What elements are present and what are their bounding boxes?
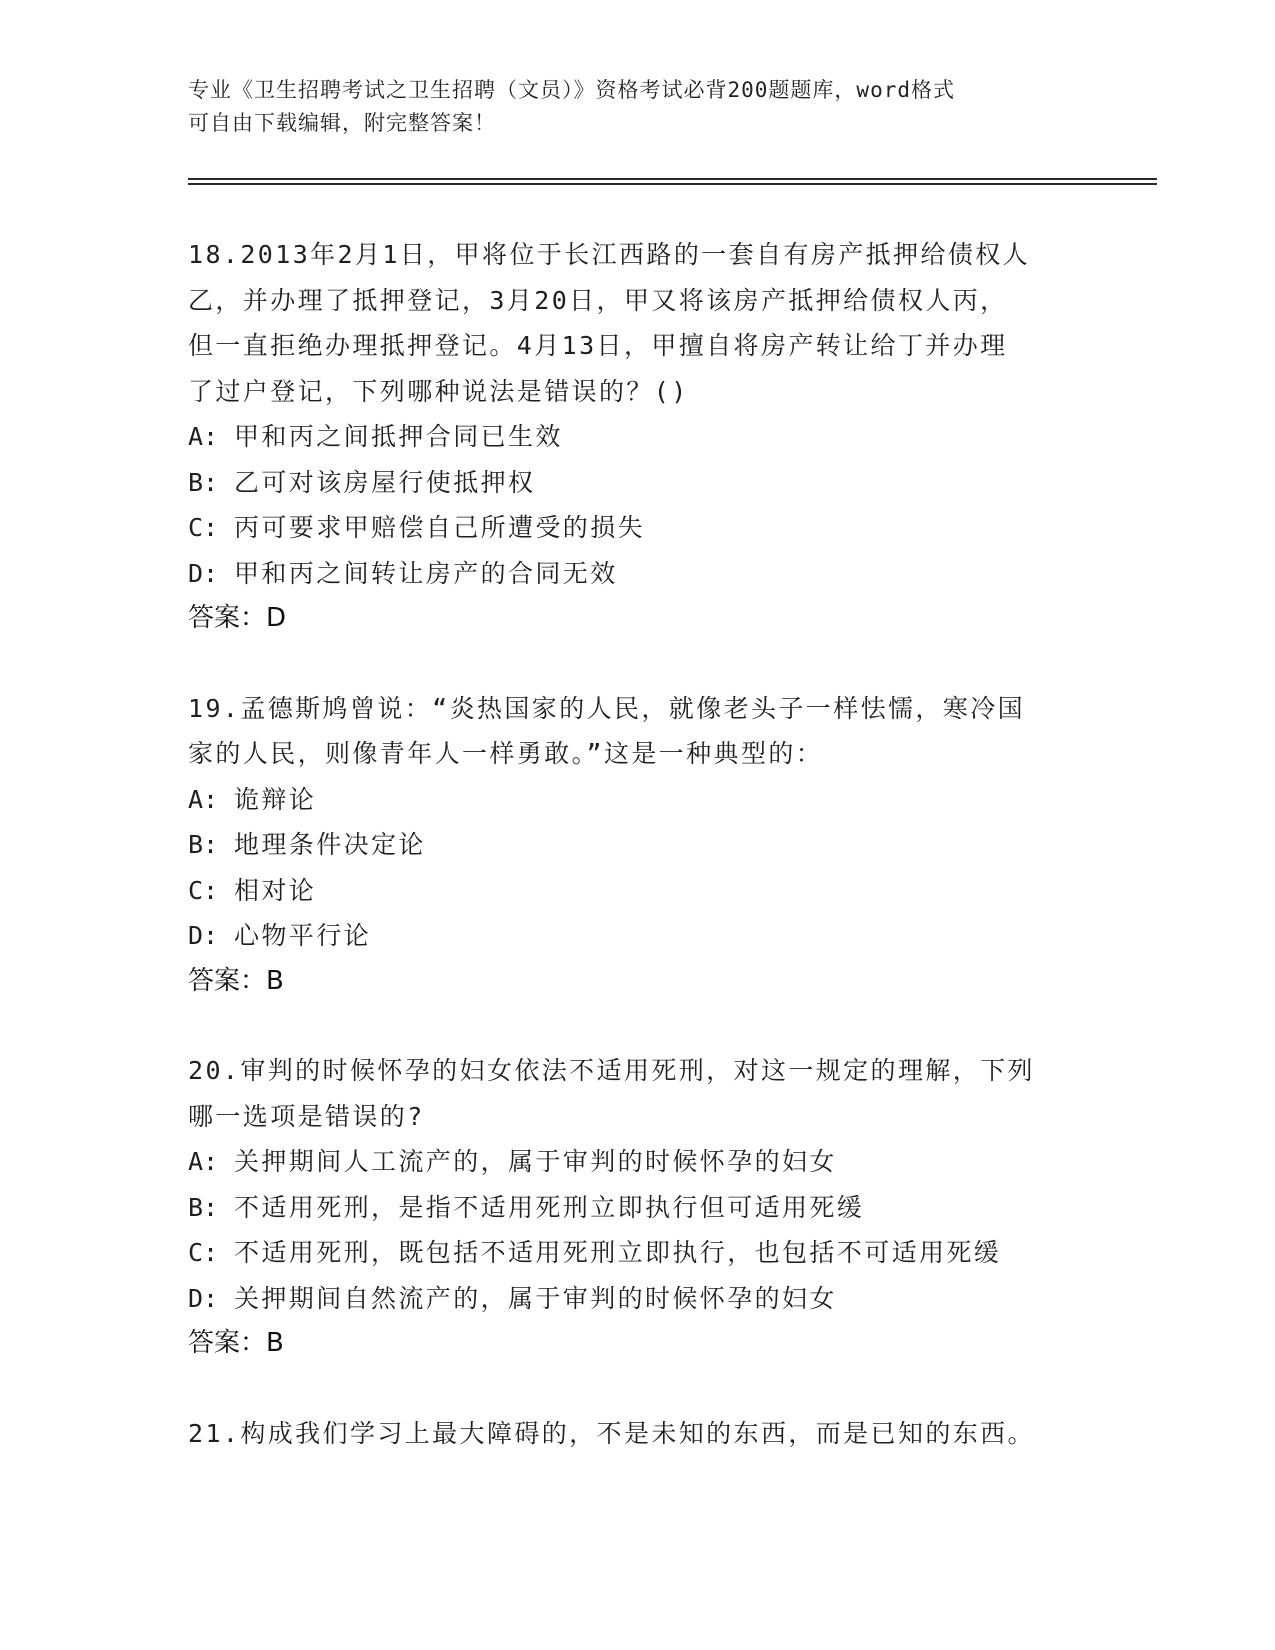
- header-title-line-2: 可自由下载编辑，附完整答案！: [188, 111, 496, 135]
- option-text: 丙可要求甲赔偿自己所遭受的损失: [234, 513, 646, 542]
- option-text: 关押期间人工流产的，属于审判的时候怀孕的妇女: [234, 1147, 837, 1176]
- option-key: D:: [188, 921, 219, 950]
- answer-label: 答案：B: [188, 1328, 284, 1358]
- header-divider-bottom: [188, 183, 1157, 185]
- option-d: [188, 913, 1088, 959]
- option-text: 不适用死刑，是指不适用死刑立即执行但可适用死缓: [234, 1192, 865, 1222]
- answer-label: 答案：B: [188, 965, 284, 996]
- question-text-line: 乙，并办理了抵押登记，3月20日，甲又将该房产抵押给债权人丙，: [188, 285, 1008, 315]
- header-title-line-1: 专业《卫生招聘考试之卫生招聘（文员）》资格考试必背200题题库，word格式: [188, 78, 955, 102]
- option-key: C:: [188, 513, 219, 542]
- question-18: [188, 232, 1088, 642]
- option-b: [188, 822, 1088, 868]
- question-text-line: 家的人民，则像青年人一样勇敢。”这是一种典型的：: [188, 739, 824, 768]
- option-key: A:: [188, 1147, 219, 1176]
- answer-label: 答案：D: [188, 603, 287, 633]
- option-text: 诡辩论: [234, 784, 317, 814]
- option-text: 甲和丙之间抵押合同已生效: [234, 422, 563, 451]
- option-text: 关押期间自然流产的，属于审判的时候怀孕的妇女: [234, 1283, 837, 1313]
- option-key: A:: [188, 784, 219, 814]
- option-b: [188, 460, 1088, 506]
- option-key: D:: [188, 558, 219, 588]
- question-19: [188, 686, 1088, 1005]
- question-text-line: 20.审判的时候怀孕的妇女依法不适用死刑，对这一规定的理解，下列: [188, 1056, 1035, 1085]
- option-c: [188, 505, 1088, 551]
- question-20: [188, 1048, 1088, 1367]
- question-text-line: 18.2013年2月1日，甲将位于长江西路的一套自有房产抵押给债权人: [188, 240, 1031, 269]
- option-text: 地理条件决定论: [234, 830, 426, 859]
- option-c: [188, 1230, 1088, 1276]
- document-header: [188, 74, 1088, 140]
- option-b: [188, 1185, 1088, 1231]
- option-key: A:: [188, 422, 219, 451]
- option-key: C:: [188, 1238, 219, 1267]
- question-text-line: 19.孟德斯鸠曾说：“炎热国家的人民，就像老头子一样怯懦，寒冷国: [188, 693, 1026, 723]
- option-c: [188, 868, 1088, 914]
- option-a: [188, 1139, 1088, 1185]
- question-list: [188, 232, 1088, 1500]
- option-d: [188, 551, 1088, 597]
- option-text: 甲和丙之间转让房产的合同无效: [234, 558, 618, 588]
- option-text: 心物平行论: [234, 921, 372, 950]
- question-21: [188, 1411, 1088, 1457]
- question-text-line: 但一直拒绝办理抵押登记。4月13日，甲擅自将房产转让给丁并办理: [188, 331, 1008, 360]
- option-key: B:: [188, 467, 219, 497]
- option-key: B:: [188, 1192, 219, 1222]
- option-key: C:: [188, 875, 219, 905]
- question-text-line: 哪一选项是错误的?: [188, 1101, 425, 1131]
- option-a: [188, 777, 1088, 823]
- option-key: B:: [188, 830, 219, 859]
- option-key: D:: [188, 1283, 219, 1313]
- option-a: [188, 414, 1088, 460]
- question-text-line: 了过户登记，下列哪种说法是错误的？(): [188, 376, 689, 406]
- option-d: [188, 1276, 1088, 1322]
- option-text: 乙可对该房屋行使抵押权: [234, 467, 536, 497]
- option-text: 相对论: [234, 875, 317, 905]
- header-divider-top: [188, 178, 1157, 180]
- option-text: 不适用死刑，既包括不适用死刑立即执行，也包括不可适用死缓: [234, 1238, 1002, 1267]
- question-text-line: 21.构成我们学习上最大障碍的，不是未知的东西，而是已知的东西。: [188, 1418, 1035, 1448]
